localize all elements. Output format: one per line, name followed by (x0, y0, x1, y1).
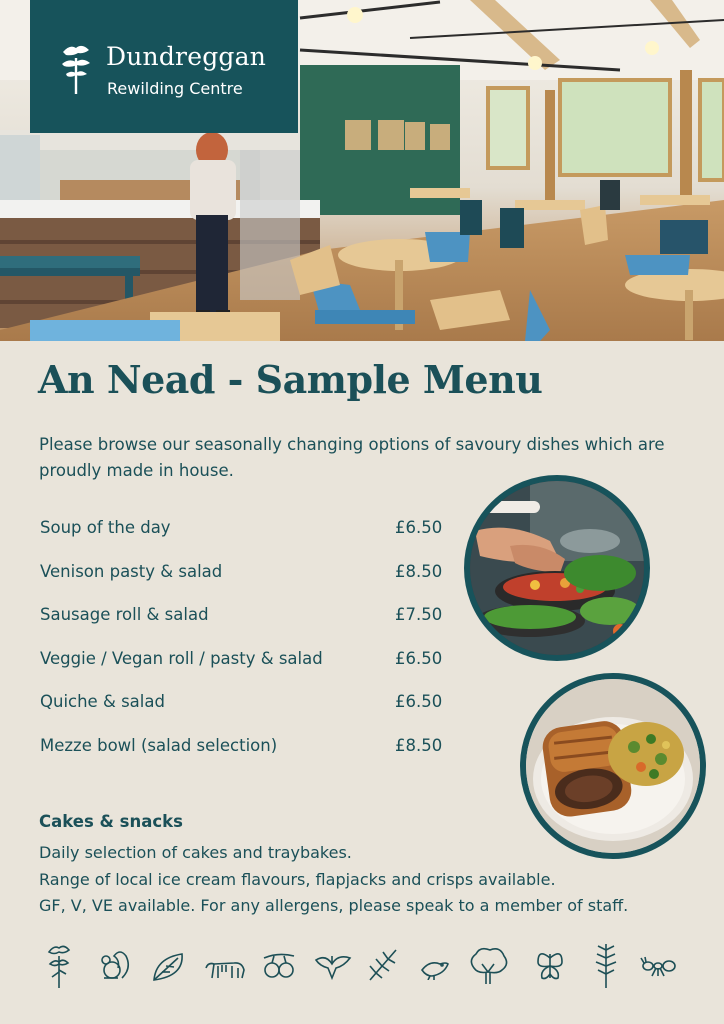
menu-item-name: Mezze bowl (salad selection) (40, 735, 278, 755)
pine-branch-icon (366, 946, 400, 984)
chef-plating-photo (464, 475, 650, 661)
page-title: An Nead - Sample Menu (38, 357, 543, 402)
fruit-branch-icon (262, 950, 296, 982)
menu-item-name: Veggie / Vegan roll / pasty & salad (40, 648, 323, 668)
bird-icon (420, 956, 450, 980)
ant-icon (640, 956, 678, 978)
cakes-heading: Cakes & snacks (39, 812, 183, 831)
sausage-roll-illustration (526, 679, 700, 853)
cakes-line: GF, V, VE available. For any allergens, please speak to a member of staff. (39, 896, 629, 915)
sausage-roll-photo (520, 673, 706, 859)
menu-item (40, 736, 460, 780)
menu-item-name: Venison pasty & salad (40, 561, 223, 581)
menu-item-price: £8.50 (395, 735, 443, 755)
eagle-icon (314, 950, 352, 982)
menu-item (40, 562, 460, 606)
tree-icon (46, 942, 72, 988)
menu-list (40, 518, 460, 779)
menu-item (40, 649, 460, 693)
menu-item (40, 518, 460, 562)
menu-item (40, 692, 460, 736)
menu-item-price: £6.50 (395, 648, 443, 668)
brand-logo-box (30, 0, 298, 133)
brand-name: Dundreggan (106, 42, 267, 71)
menu-item-name: Quiche & salad (40, 692, 165, 711)
menu-item-name: Soup of the day (40, 518, 171, 537)
menu-item-name: Sausage roll & salad (40, 605, 209, 624)
cakes-description (39, 840, 628, 920)
menu-item-price: £6.50 (395, 518, 443, 537)
chef-plating-illustration (470, 481, 644, 655)
menu-item (40, 605, 460, 649)
moth-icon (534, 948, 566, 982)
menu-item-price: £8.50 (395, 561, 443, 581)
intro-text: Please browse our seasonally changing options of savoury dishes which are proudly made in house. (39, 435, 665, 480)
cakes-line: Daily selection of cakes and traybakes. (39, 843, 352, 862)
fern-icon (594, 942, 618, 988)
squirrel-icon (98, 948, 132, 982)
leaf-icon (152, 952, 188, 982)
pine-tree-icon (60, 40, 92, 94)
menu-item-price: £6.50 (395, 692, 443, 711)
footer-icon-row (40, 942, 690, 992)
oak-tree-icon (468, 946, 508, 984)
menu-item-price: £7.50 (395, 605, 443, 624)
wildcat-icon (204, 958, 246, 980)
brand-subtitle: Rewilding Centre (107, 79, 243, 98)
cakes-line: Range of local ice cream flavours, flapjacks and crisps available. (39, 869, 556, 889)
